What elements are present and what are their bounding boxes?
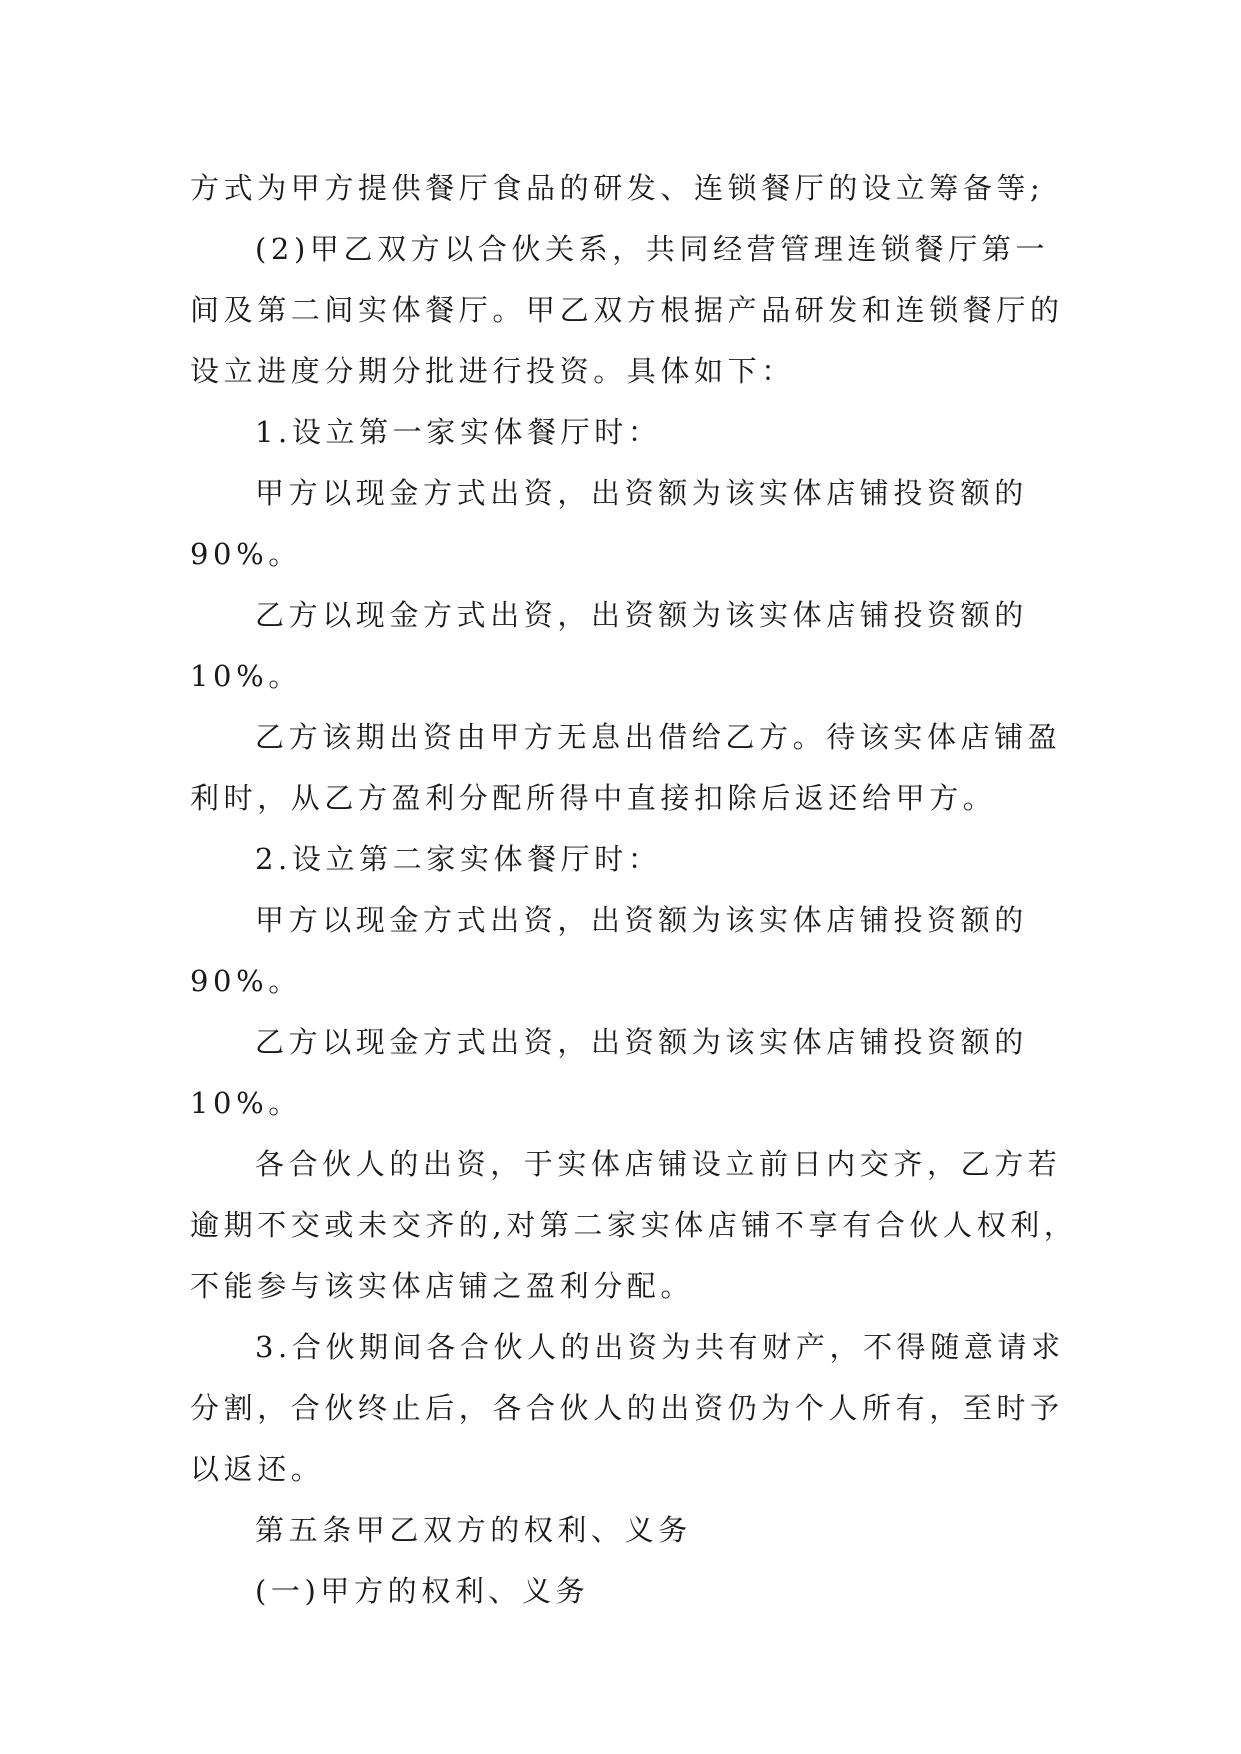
text-line: 1.设立第一家实体餐厅时： (255, 415, 662, 449)
text-line: 10%。 (190, 659, 302, 693)
text-line: 以返还。 (190, 1452, 325, 1486)
text-line: 90%。 (190, 537, 302, 571)
text-line: 甲方以现金方式出资，出资额为该实体店铺投资额的 (255, 903, 1028, 937)
text-line: 90%。 (190, 964, 302, 998)
text-line: 乙方以现金方式出资，出资额为该实体店铺投资额的 (255, 1025, 1028, 1059)
text-line: 各合伙人的出资，于实体店铺设立前日内交齐，乙方若 (255, 1147, 1062, 1181)
text-line: 2.设立第二家实体餐厅时： (255, 842, 662, 876)
text-line: 间及第二间实体餐厅。甲乙双方根据产品研发和连锁餐厅的 (190, 293, 1064, 327)
text-line: 甲方以现金方式出资，出资额为该实体店铺投资额的 (255, 476, 1028, 510)
subsection-heading: (一)甲方的权利、义务 (255, 1574, 590, 1608)
text-line: 分割，合伙终止后，各合伙人的出资仍为个人所有，至时予 (190, 1391, 1064, 1425)
text-line: 逾期不交或未交齐的,对第二家实体店铺不享有合伙人权利， (190, 1208, 1078, 1242)
section-heading: 第五条甲乙双方的权利、义务 (255, 1513, 692, 1547)
text-line: 乙方以现金方式出资，出资额为该实体店铺投资额的 (255, 598, 1028, 632)
text-line: 10%。 (190, 1086, 302, 1120)
text-line: 利时，从乙方盈利分配所得中直接扣除后返还给甲方。 (190, 781, 997, 815)
text-line: 不能参与该实体店铺之盈利分配。 (190, 1269, 695, 1303)
text-line: 乙方该期出资由甲方无息出借给乙方。待该实体店铺盈 (255, 720, 1062, 754)
text-line: (2)甲乙双方以合伙关系，共同经营管理连锁餐厅第一 (255, 232, 1050, 266)
text-line: 3.合伙期间各合伙人的出资为共有财产，不得随意请求 (255, 1330, 1065, 1364)
text-line: 方式为甲方提供餐厅食品的研发、连锁餐厅的设立筹备等; (190, 171, 1045, 205)
text-line: 设立进度分期分批进行投资。具体如下： (190, 354, 795, 388)
